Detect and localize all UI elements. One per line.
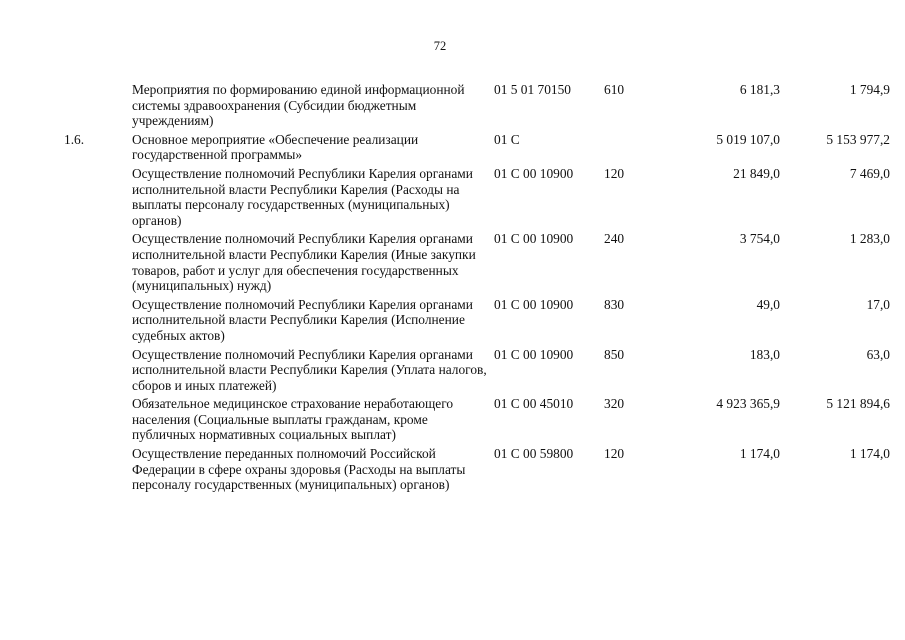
budget-table [64,82,890,496]
table-row [64,82,890,132]
table-row [64,347,890,397]
amount-first: 6 181,3 [739,82,780,97]
page-number: 72 [433,39,447,53]
amount-second: 5 121 894,6 [826,396,890,412]
table-row [64,396,890,446]
item-number [64,231,132,296]
amount-second: 63,0 [866,346,890,362]
expense-type-code: 610 [604,82,625,97]
expense-type-code [604,132,672,166]
amount-second: 1 283,0 [849,231,890,247]
amount-second: 1 174,0 [849,446,890,462]
item-number [64,82,132,132]
item-number: 1.6. [64,131,85,147]
table-row [64,297,890,347]
target-article-code: 01 С [494,131,520,147]
item-name: Осуществление полномочий Республики Карелия органами исполнительной власти Республики Карелия (Расходы на выплаты персоналу государственных (муниципальных) органов) [132,165,473,228]
item-name: Обязательное медицинское страхование неработающего населения (Социальные выплаты гражданам, кроме публичных нормативных социальных выплат) [132,396,454,443]
expense-type-code: 120 [604,165,625,181]
target-article-code: 01 С 00 10900 [494,296,574,312]
expense-type-code: 850 [604,346,625,362]
table-row [64,132,890,166]
item-number [64,396,132,446]
amount-second: 17,0 [866,296,890,312]
item-number [64,166,132,231]
target-article-code: 01 С 00 10900 [494,165,574,181]
amount-second: 7 469,0 [849,165,890,181]
amount-first: 1 174,0 [739,446,780,462]
amount-first: 4 923 365,9 [716,396,780,412]
target-article-code: 01 С 00 59800 [494,446,574,462]
amount-second: 1 794,9 [849,82,890,97]
item-number [64,446,132,496]
expense-type-code: 120 [604,446,625,462]
target-article-code: 01 5 01 70150 [494,82,571,97]
amount-first: 3 754,0 [739,231,780,247]
item-name: Осуществление переданных полномочий Российской Федерации в сфере охраны здоровья (Расходы на выплаты персоналу государственных (муниципальных) органов) [132,446,466,493]
item-name: Осуществление полномочий Республики Карелия органами исполнительной власти Республики Карелия (Исполнение судебных актов) [132,296,473,343]
target-article-code: 01 С 00 45010 [494,396,574,412]
amount-first: 49,0 [756,296,780,312]
item-name: Осуществление полномочий Республики Карелия органами исполнительной власти Республики Карелия (Уплата налогов, сборов и иных платежей) [132,346,487,393]
amount-second: 5 153 977,2 [826,131,890,147]
table-row [64,166,890,231]
amount-first: 21 849,0 [733,165,780,181]
target-article-code: 01 С 00 10900 [494,231,574,247]
expense-type-code: 240 [604,231,625,247]
table-row [64,446,890,496]
item-number [64,297,132,347]
item-name: Мероприятия по формированию единой информационной системы здравоохранения (Субсидии бюджетным учреждениям) [132,82,465,129]
target-article-code: 01 С 00 10900 [494,346,574,362]
amount-first: 183,0 [749,346,780,362]
amount-first: 5 019 107,0 [716,131,780,147]
expense-type-code: 320 [604,396,625,412]
item-name: Осуществление полномочий Республики Карелия органами исполнительной власти Республики Карелия (Иные закупки товаров, работ и услуг для обеспечения государственных (муниципальных) нужд) [132,231,476,294]
expense-type-code: 830 [604,296,625,312]
table-row [64,231,890,296]
item-name: Основное мероприятие «Обеспечение реализации государственной программы» [132,131,419,163]
item-number [64,347,132,397]
